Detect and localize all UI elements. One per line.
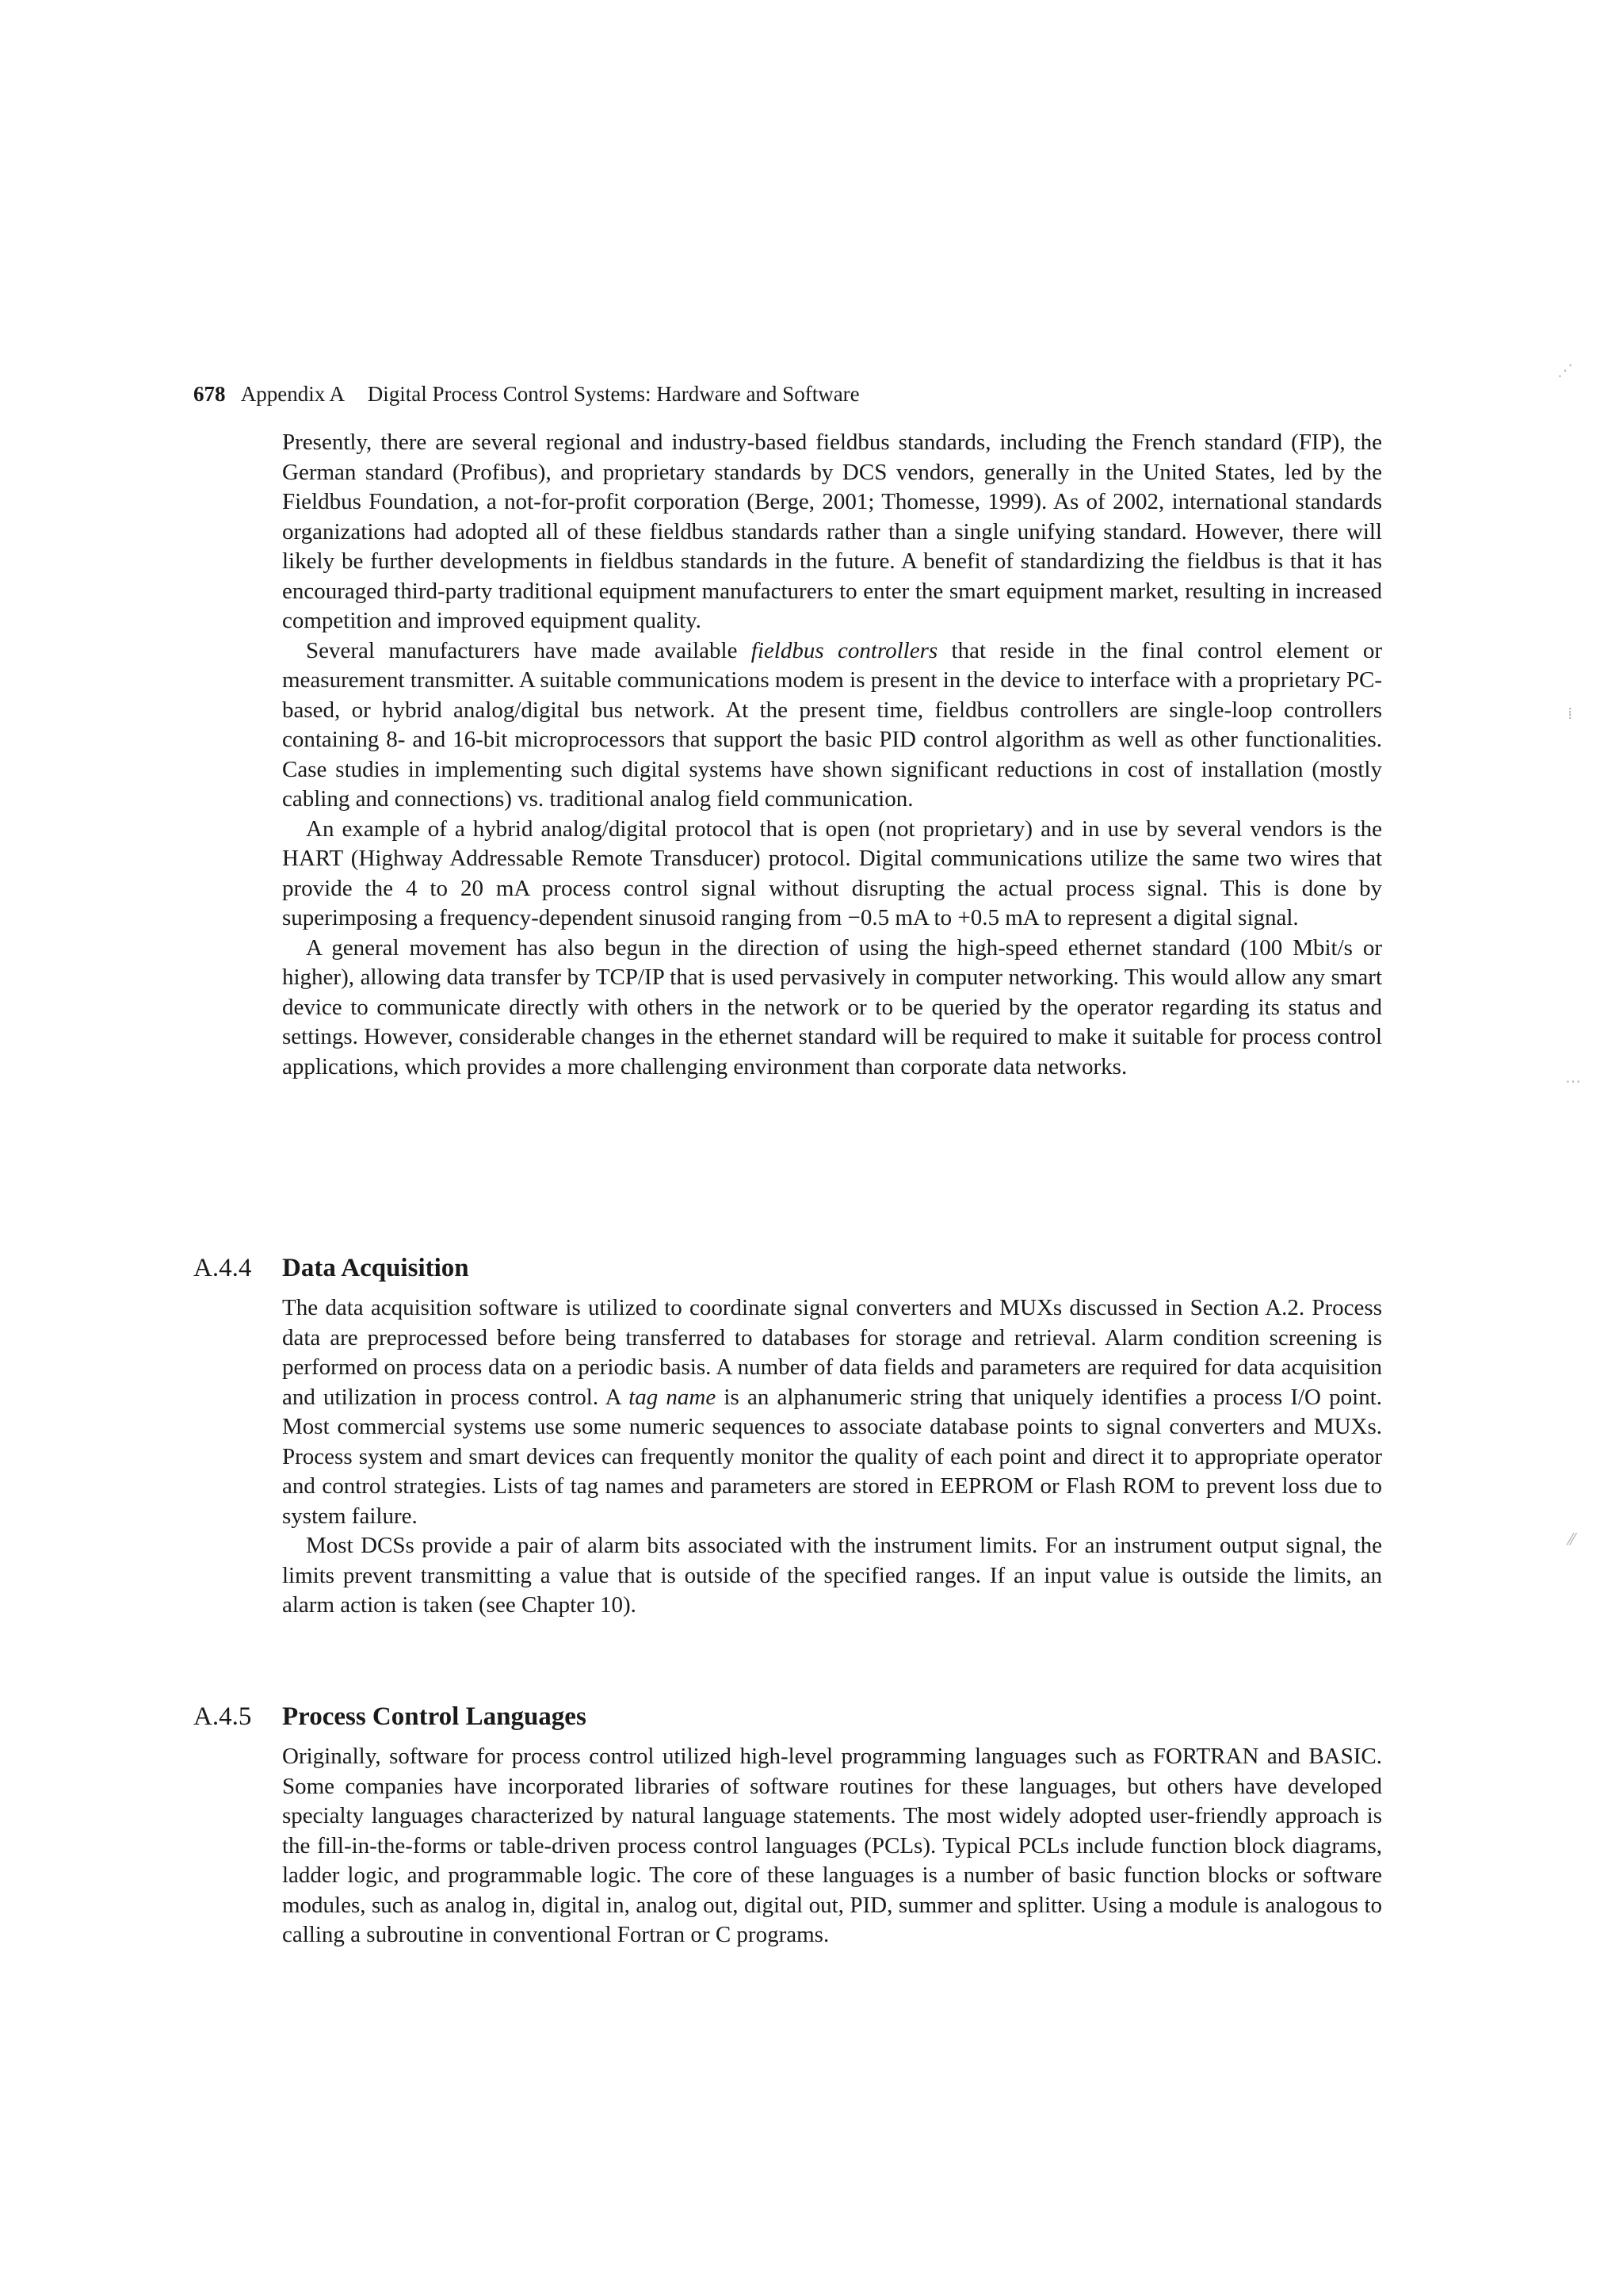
emphasized-term: fieldbus controllers xyxy=(750,637,938,663)
page-number: 678 xyxy=(193,382,226,406)
paragraph-text: The data acquisition software is utilized to coordinate signal converters and MUXs discussed in Section A.2. Process data are preprocessed before being transferred to databases for storage and retrieval. Alarm condition screening is performed on process data on a periodic basis. A number of data fields and parameters are required for data acquisition and utilization in process control. A xyxy=(282,1295,1382,1410)
paragraph xyxy=(282,1293,1382,1531)
section-title: Process Control Languages xyxy=(282,1702,586,1731)
paragraph-text: Several manufacturers have made available xyxy=(306,637,751,663)
emphasized-term: tag name xyxy=(628,1384,716,1410)
running-title: Digital Process Control Systems: Hardware and Software xyxy=(367,382,860,406)
appendix-label: Appendix A xyxy=(240,382,346,406)
fieldbus-text-block xyxy=(282,428,1382,1082)
section-heading-a45 xyxy=(193,1701,586,1733)
scan-speck: ⁄⁄ xyxy=(1569,1530,1575,1549)
scan-speck: ⁞ xyxy=(1568,704,1573,723)
paragraph-text: that reside in the final control element or measurement transmitter. A suitable communications modem is present in the device to interface with a proprietary PC-based, or hybrid analog/digital bus network. At the present time, fieldbus controllers are single-loop controllers containing 8- and 16-bit microprocessors that support the basic PID control algorithm as well as other functionalities. Case studies in implementing such digital systems have shown significant reductions in cost of installation (mostly cabling and connections) vs. traditional analog field communication. xyxy=(282,637,1382,812)
data-acquisition-text-block xyxy=(282,1293,1382,1621)
section-title: Data Acquisition xyxy=(282,1254,469,1282)
paragraph: An example of a hybrid analog/digital protocol that is open (not proprietary) and in use by several vendors is the HART (Highway Addressable Remote Transducer) protocol. Digital communications utilize the same two wires that provide the 4 to 20 mA process control signal without disrupting the actual process signal. This is done by superimposing a frequency-dependent sinusoid ranging from −0.5 mA to +0.5 mA to represent a digital signal. xyxy=(282,816,1382,930)
scan-speck: ⋰ xyxy=(1557,361,1573,380)
control-languages-text-block xyxy=(282,1742,1382,1950)
paragraph: Most DCSs provide a pair of alarm bits associated with the instrument limits. For an instrument output signal, the limits prevent transmitting a value that is outside of the specified ranges. If an input value is outside the limits, an alarm action is taken (see Chapter 10). xyxy=(282,1533,1382,1618)
section-heading-a44 xyxy=(193,1252,469,1284)
paragraph: Originally, software for process control utilized high-level programming languages such as FORTRAN and BASIC. Some companies have incorporated libraries of software routines for these languages, but others have developed specialty languages characterized by natural language statements. The most widely adopted user-friendly approach is the fill-in-the-forms or table-driven process control languages (PCLs). Typical PCLs include function block diagrams, ladder logic, and programmable logic. The core of these languages is a number of basic function blocks or software modules, such as analog in, digital in, analog out, digital out, PID, summer and splitter. Using a module is analogous to calling a subroutine in conventional Fortran or C programs. xyxy=(282,1744,1382,1947)
paragraph-text: is an alphanumeric string that uniquely identifies a process I/O point. Most commercial systems use some numeric sequences to associate database points to signal converters and MUXs. Process system and smart devices can frequently monitor the quality of each point and direct it to appropriate operator and control strategies. Lists of tag names and parameters are stored in EEPROM or Flash ROM to prevent loss due to system failure. xyxy=(282,1384,1383,1529)
section-number: A.4.4 xyxy=(193,1254,252,1282)
running-header xyxy=(193,380,860,407)
paragraph xyxy=(282,636,1382,815)
section-number: A.4.5 xyxy=(193,1702,252,1731)
paragraph: A general movement has also begun in the direction of using the high-speed ethernet standard (100 Mbit/s or higher), allowing data transfer by TCP/IP that is used pervasively in computer networking. This would allow any smart device to communicate directly with others in the network or to be queried by the operator regarding its status and settings. However, considerable changes in the ethernet standard will be required to make it suitable for process control applications, which provides a more challenging environment than corporate data networks. xyxy=(282,934,1382,1079)
scan-speck: ⋯ xyxy=(1565,1072,1581,1091)
paragraph: Presently, there are several regional and industry-based fieldbus standards, including the French standard (FIP), the German standard (Profibus), and proprietary standards by DCS vendors, generally in the United States, led by the Fieldbus Foundation, a not-for-profit corporation (Berge, 2001; Thomesse, 1999). As of 2002, international standards organizations had adopted all of these fieldbus standards rather than a single unifying standard. However, there will likely be further developments in fieldbus standards in the future. A benefit of standardizing the fieldbus is that it has encouraged third-party traditional equipment manufacturers to enter the smart equipment market, resulting in increased competition and improved equipment quality. xyxy=(282,430,1382,633)
